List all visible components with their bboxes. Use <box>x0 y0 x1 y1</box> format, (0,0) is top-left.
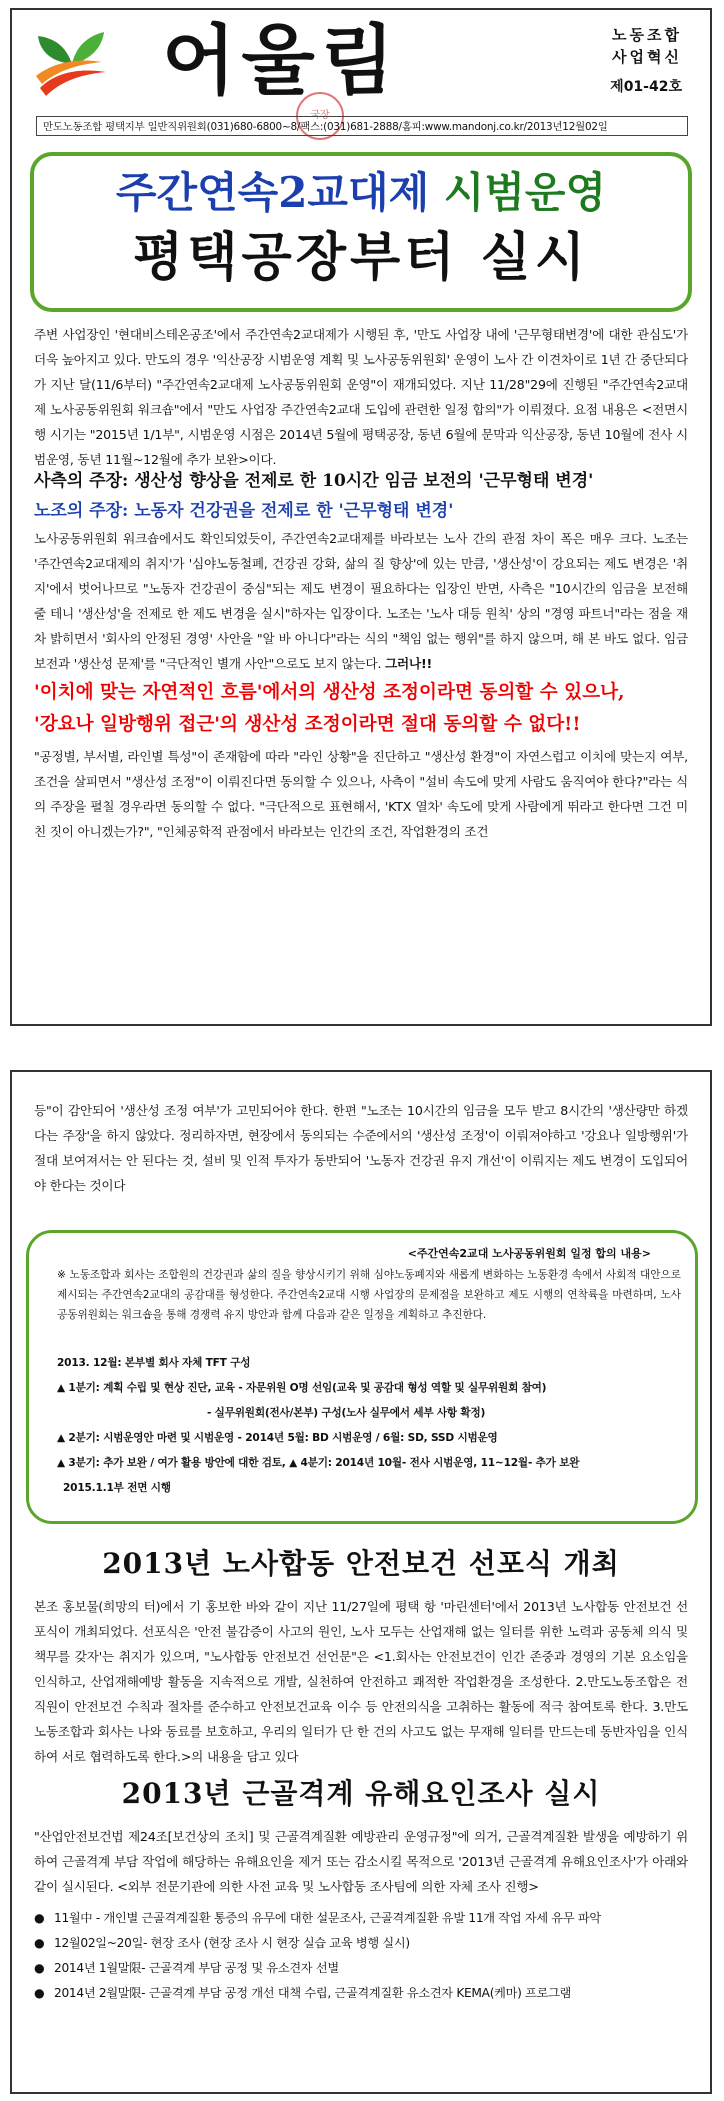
newsletter-page-2 <box>10 1070 712 2094</box>
headline-line-2: 평택공장부터 실시 <box>133 227 589 288</box>
survey-bullets <box>12 1906 710 2006</box>
productivity-section <box>12 744 710 844</box>
schedule-items <box>57 1351 697 1501</box>
sprout-logo-icon <box>32 22 112 102</box>
list-item <box>34 1906 688 1931</box>
newsletter-page-1 <box>10 8 712 1026</box>
safety-section <box>12 1594 710 1769</box>
list-item <box>34 1981 688 2006</box>
survey-section <box>12 1824 710 1899</box>
headline-green: 시범운영 <box>443 168 607 217</box>
issue-number: 제01-42호 <box>610 79 682 95</box>
red-statement-1: '이치에 맞는 자연적인 흐름'에서의 생산성 조정이라면 동의할 수 있으나, <box>34 682 625 703</box>
list-item-text: 12월02일~20일- 현장 조사 (현장 조사 시 현장 실습 교육 병행 실시) <box>54 1936 410 1950</box>
contact-bar: 만도노동조합 평택지부 일반직위원회(031)680-6800~8/팩스:(031)681-2888/홈피:www.mandonj.co.kr/2013년12월02일 <box>36 116 688 136</box>
list-item <box>34 1956 688 1981</box>
schedule-item: ▲ 3분기: 추가 보완 / 여가 활용 방안에 대한 검토, ▲ 4분기: 2014년 10월- 전사 시범운영, 11~12월- 추가 보완 <box>57 1457 580 1469</box>
schedule-item: ▲ 1분기: 계획 수립 및 현상 진단, 교육 - 자문위원 O명 선임(교육 및 공감대 형성 역할 및 실무위원회 참여) <box>57 1382 547 1394</box>
company-claim: 사측의 주장: 생산성 향상을 전제로 한 10시간 임금 보전의 '근무형태 변경' <box>34 471 594 491</box>
headline-line-1 <box>34 164 688 222</box>
headline-blue: 주간연속2교대제 <box>115 168 430 217</box>
schedule-intro: ※ 노동조합과 회사는 조합원의 건강권과 삶의 질을 향상시키기 위해 심야노동폐지와 새롭게 변화하는 노동환경 속에서 사회적 대안으로 제시되는 주간연속2교대의 공감대를 형성한다. 주간연속2교대 시행 사업장의 문제점을 보완하고 제도 시행의 연착륙을 마련하며, 노사공동위원회는 워크숍을 통해 경쟁력 유지 방안과 함께 다음과 같은 일정을 계획하고 추진한다. <box>57 1269 681 1321</box>
section-title-survey: 2013년 근골격계 유해요인조사 실시 <box>121 1777 601 1810</box>
list-item-text: 11월中 - 개인별 근골격계질환 통증의 유무에 대한 설문조사, 근골격계질환 유발 11개 작업 자세 유무 파악 <box>54 1911 601 1925</box>
views-text: 노사공동위원회 워크숍에서도 확인되었듯이, 주간연속2교대제를 바라보는 노사 간의 관점 차이 폭은 매우 크다. 노조는 '주간연속2교대제의 취지'가 '심야노동철폐, 건강권 강화, 삶의 질 향상'에 있는 만큼, '생산성'이 강요되는 제도 변경은 '취지'에서 벗어나므로 "노동자 건강권이 중심"되는 제도 변경이 필요하다는 입장인 반면, 사측은 "10시간의 임금을 보전해 줄 테니 '생산성'을 전제로 한 제도 변경을 실시"하자는 입장이다. 노조는 '노사 대등 원칙' 상의 "경영 파트너"라는 점을 재차 밝히면서 '회사의 안정된 경영' 사안을 "알 바 아니다"라는 식의 "책임 없는 행위"를 하지 않으며, 해 본 바도 없다. 임금 보전과 '생산성 문제'를 "극단적인 별개 사안"으로도 보지 않는다. <box>34 531 688 671</box>
views-section <box>12 526 710 676</box>
schedule-box <box>26 1230 698 1524</box>
intro-paragraph: 주변 사업장인 '현대비스테온공조'에서 주간연속2교대제가 시행된 후, '만도 사업장 내에 '근무형태변경'에 대한 관심도'가 더욱 높아지고 있다. 만도의 경우 '익산공장 시범운영 계획 및 노사공동위원회' 운영이 노사 간 이견차이로 1년 간 중단되다가 지난 달(11/6부터) "주간연속2교대제 노사공동위원회 운영"이 재개되었다. 지난 11/28"29에 진행된 "주간연속2교대제 노사공동위원회 워크숍"에서 "만도 사업장 주간연속2교대 도입에 관련한 일정 합의"가 이뤄졌다. 요점 내용은 <전면시행 시기는 "2015년 1/1부", 시범운영 시점은 2014년 5월에 평택공장, 동년 6월에 문막과 익산공장, 동년 10월에 전사 시범운영, 동년 11월~12월에 추가 보완>이다. <box>34 327 688 467</box>
section-title-safety: 2013년 노사합동 안전보건 선포식 개최 <box>102 1547 620 1580</box>
views-emphasis: 그러나!! <box>385 656 433 671</box>
schedule-item: 2013. 12월: 본부별 회사 자체 TFT 구성 <box>57 1357 251 1369</box>
list-item <box>34 1931 688 1956</box>
red-statement-2: '강요나 일방행위 접근'의 생산성 조정이라면 절대 동의할 수 없다!! <box>34 714 581 735</box>
schedule-item: 2015.1.1부 전면 시행 <box>63 1482 171 1494</box>
survey-paragraph: "산업안전보건법 제24조[보건상의 조치] 및 근골격계질환 예방관리 운영규정"에 의거, 근골격계질환 발생을 예방하기 위하여 근골격계 부담 작업에 해당하는 유해요인을 제거 또는 감소시킬 목적으로 '2013년 근골격계 유해요인조사'가 아래와 같이 실시된다. <외부 전문기관에 의한 사전 교육 및 노사합동 조사팀에 의한 자체 조사 진행> <box>34 1829 688 1894</box>
bullet-icon: ● <box>34 1936 45 1950</box>
publisher-line: 사업혁신 <box>612 48 682 66</box>
seal-text: 국장 <box>310 110 330 121</box>
views-paragraph <box>34 526 688 676</box>
intro-section <box>12 322 710 472</box>
schedule-item: ▲ 2분기: 시범운영안 마련 및 시범운영 - 2014년 5월: BD 시범운영 / 6월: SD, SSD 시범운영 <box>57 1432 498 1444</box>
continued-paragraph: 등"이 감안되어 '생산성 조정 여부'가 고민되어야 한다. 한편 "노조는 10시간의 임금을 모두 받고 8시간의 '생산량만 하겠다는 주장'을 하지 않았다. 정리하자면, 현장에서 동의되는 수준에서의 '생산성 조정'이 이뤄져야하고 '강요나 일방행위'가 절대 보여져서는 안 된다는 것, 설비 및 인적 투자가 동반되어 '노동자 건강권 유지 개선'이 이뤄지는 제도 변경이 도입되어야 한다는 것이다 <box>34 1103 688 1193</box>
schedule-item: - 실무위원회(전사/본부) 구성(노사 실무에서 세부 사항 확정) <box>207 1407 486 1419</box>
bullet-icon: ● <box>34 1911 45 1925</box>
schedule-title: <주간연속2교대 노사공동위원회 일정 합의 내용> <box>407 1247 651 1260</box>
safety-paragraph: 본조 홍보물(희망의 터)에서 기 홍보한 바와 같이 지난 11/27일에 평택 항 '마린센터'에서 2013년 노사합동 안전보건 선포식이 개최되었다. 선포식은 '안전 불감증이 사고의 원인, 노사 모두는 산업재해 없는 일터를 위한 노력과 공동체 의식 및 책무를 갖자'는 취지가 있으며, "노사합동 안전보건 선언문"은 <1.회사는 안전보건이 인간 존중과 경영의 기본 요소임을 인식하고, 산업재해예방 활동을 지속적으로 개발, 실천하여 안전하고 쾌적한 작업환경을 조성한다. 2.만도노동조합은 전 직원이 안전보건 수칙과 절차를 준수하고 안전보건교육 이수 등 안전의식을 고취하는 활동에 적극 참여토록 한다. 3.만도노동조합과 회사는 나와 동료를 보호하고, 우리의 일터가 단 한 건의 사고도 없는 무재해 일터를 만드는데 동반자임을 인식하여 서로 협력하도록 한다.>의 내용을 담고 있다 <box>34 1599 688 1764</box>
publisher <box>612 24 682 68</box>
list-item-text: 2014년 2월말限- 근골격계 부담 공정 개선 대책 수립, 근골격계질환 유소견자 KEMA(케마) 프로그램 <box>54 1986 572 2000</box>
bullet-icon: ● <box>34 1961 45 1975</box>
bullet-icon: ● <box>34 1986 45 2000</box>
headline-box <box>30 152 692 312</box>
productivity-paragraph: "공정별, 부서별, 라인별 특성"이 존재함에 따라 "라인 상황"을 진단하고 "생산성 환경"이 자연스럽고 이치에 맞는지 여부, 조건을 살피면서 "생산성 조정"이 이뤄진다면 동의할 수 있으나, 사측이 "설비 속도에 맞게 사람도 움직여야 한다?"라는 식의 주장을 펼칠 경우라면 동의할 수 없다. "극단적으로 표현해서, 'KTX 열차' 속도에 맞게 사람에게 뛰라고 한다면 그건 미친 짓이 아니겠는가?", "인체공학적 관점에서 바라보는 인간의 조건, 작업환경의 조건 <box>34 749 688 839</box>
publisher-line: 노동조합 <box>612 26 682 44</box>
union-claim: 노조의 주장: 노동자 건강권을 전제로 한 '근무형태 변경' <box>34 501 454 521</box>
continued-section <box>12 1098 710 1198</box>
list-item-text: 2014년 1월말限- 근골격계 부담 공정 및 유소견자 선별 <box>54 1961 339 1975</box>
masthead-title: 어울림 <box>162 16 401 105</box>
